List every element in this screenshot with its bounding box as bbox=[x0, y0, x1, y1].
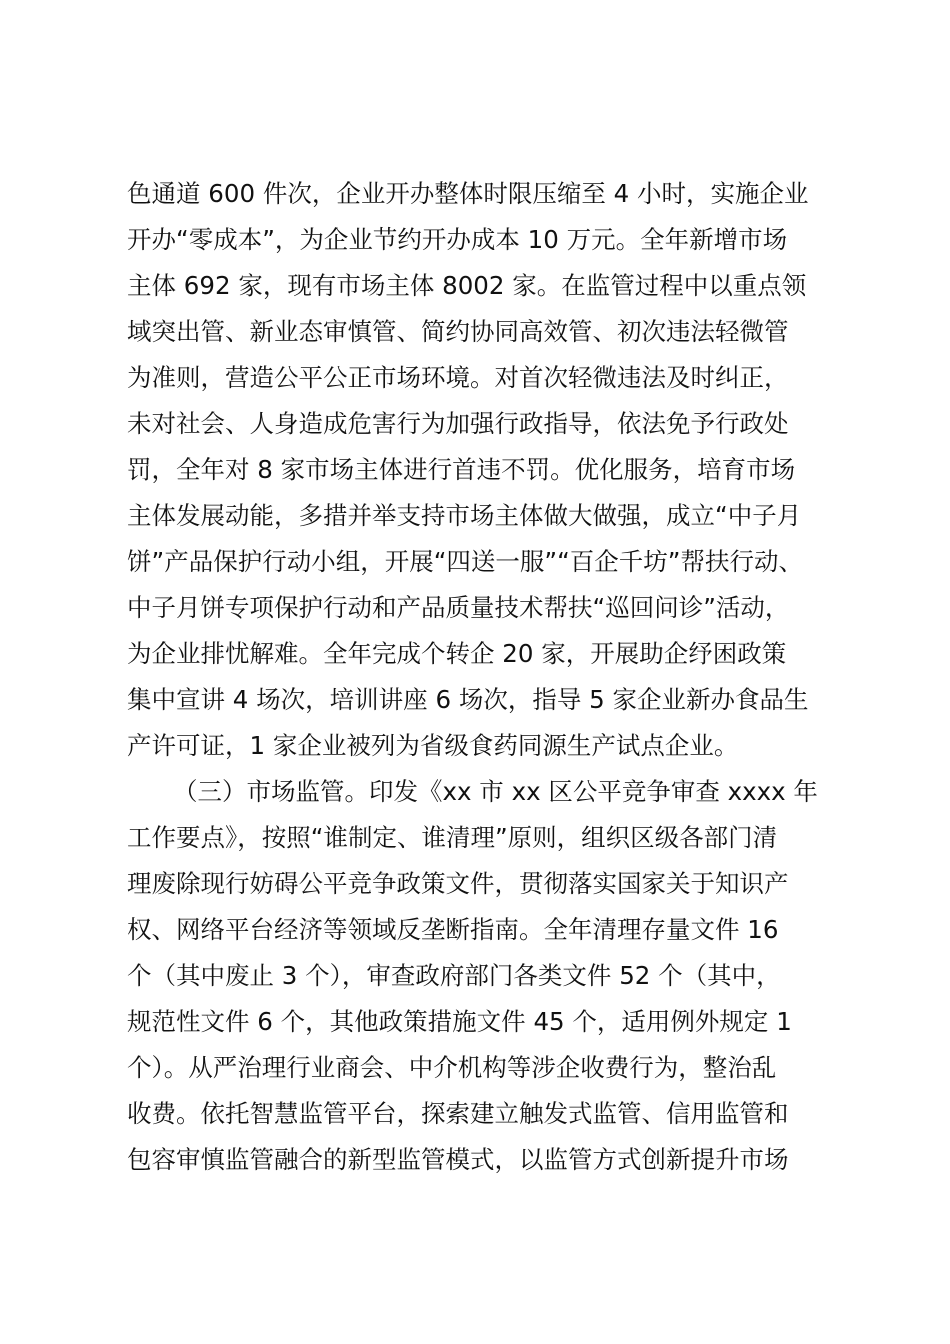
section-heading-line: （三）市场监管。印发《xx 市 xx 区公平竞争审查 xxxx 年 bbox=[173, 777, 818, 806]
text-line: 权、网络平台经济等领域反垄断指南。全年清理存量文件 16 bbox=[127, 915, 779, 944]
text-line: 罚，全年对 8 家市场主体进行首违不罚。优化服务，培育市场 bbox=[127, 455, 796, 484]
text-line: 未对社会、人身造成危害行为加强行政指导，依法免予行政处 bbox=[127, 409, 789, 438]
text-line: 包容审慎监管融合的新型监管模式，以监管方式创新提升市场 bbox=[127, 1145, 789, 1174]
text-line: 规范性文件 6 个，其他政策措施文件 45 个，适用例外规定 1 bbox=[127, 1007, 792, 1036]
text-line: 主体 692 家，现有市场主体 8002 家。在监管过程中以重点领 bbox=[127, 271, 807, 300]
text-line: 色通道 600 件次，企业开办整体时限压缩至 4 小时，实施企业 bbox=[127, 179, 809, 208]
text-line: 个）。从严治理行业商会、中介机构等涉企收费行为，整治乱 bbox=[127, 1053, 777, 1082]
text-line: 工作要点》，按照“谁制定、谁清理”原则，组织区级各部门清 bbox=[127, 823, 778, 852]
text-line: 个（其中废止 3 个），审查政府部门各类文件 52 个（其中， bbox=[127, 961, 781, 990]
text-line: 收费。依托智慧监管平台，探索建立触发式监管、信用监管和 bbox=[127, 1099, 789, 1128]
text-line: 域突出管、新业态审慎管、简约协同高效管、初次违法轻微管 bbox=[127, 317, 789, 346]
text-line: 开办“零成本”，为企业节约开办成本 10 万元。全年新增市场 bbox=[127, 225, 788, 254]
text-line: 为准则，营造公平公正市场环境。对首次轻微违法及时纠正， bbox=[127, 363, 789, 392]
text-line: 理废除现行妨碍公平竞争政策文件，贯彻落实国家关于知识产 bbox=[127, 869, 789, 898]
text-line: 产许可证，1 家企业被列为省级食药同源生产试点企业。 bbox=[127, 731, 739, 760]
text-line: 为企业排忧解难。全年完成个转企 20 家，开展助企纾困政策 bbox=[127, 639, 787, 668]
text-line: 中子月饼专项保护行动和产品质量技术帮扶“巡回问诊”活动， bbox=[127, 593, 790, 622]
text-line: 主体发展动能，多措并举支持市场主体做大做强，成立“中子月 bbox=[127, 501, 802, 530]
text-line: 集中宣讲 4 场次，培训讲座 6 场次，指导 5 家企业新办食品生 bbox=[127, 685, 809, 714]
text-line: 饼”产品保护行动小组，开展“四送一服”“百企千坊”帮扶行动、 bbox=[127, 547, 803, 576]
